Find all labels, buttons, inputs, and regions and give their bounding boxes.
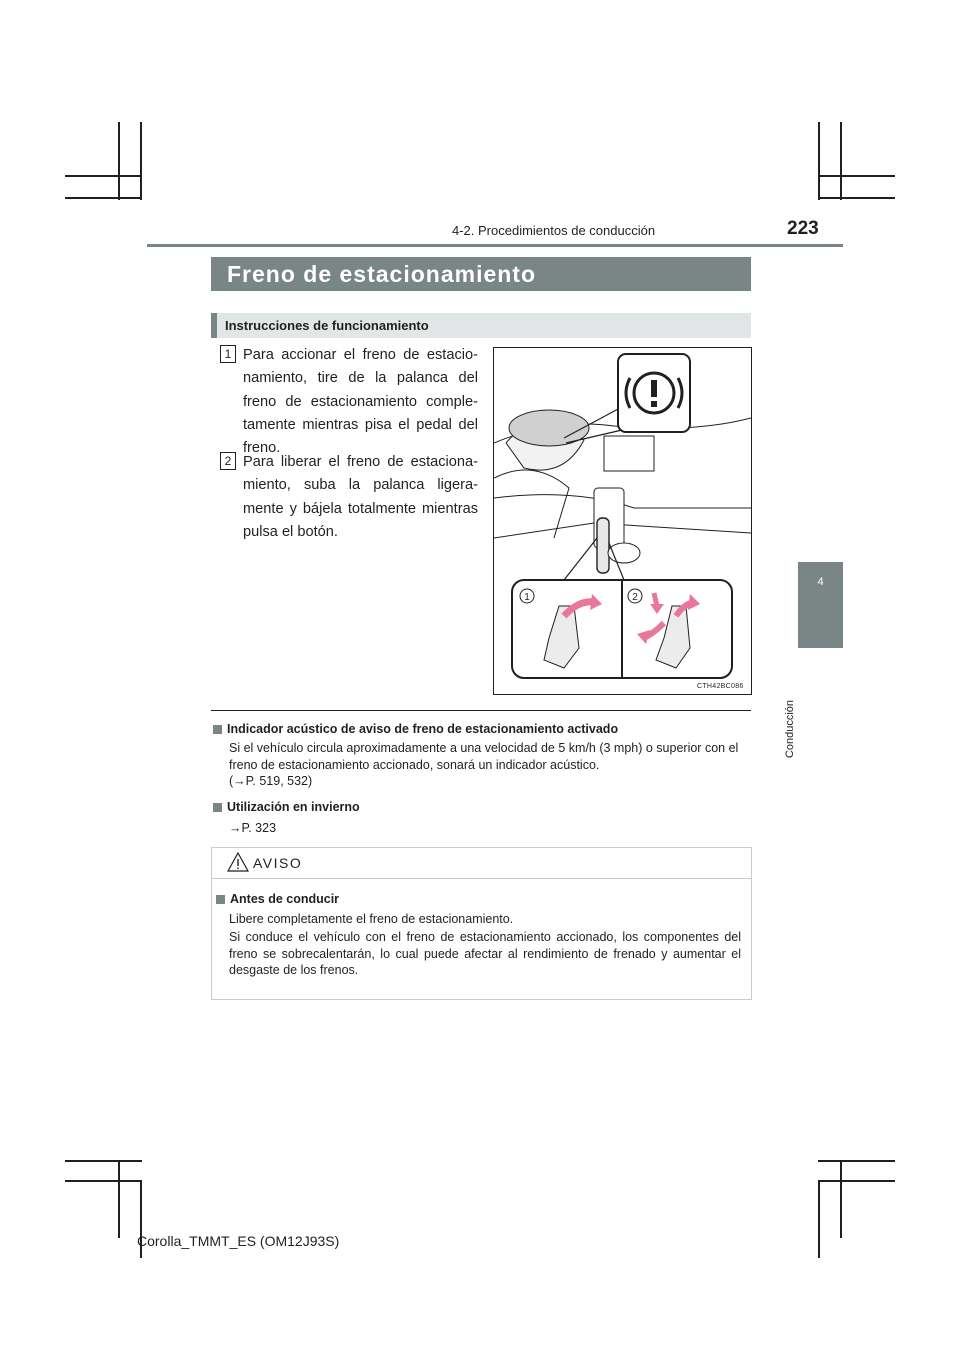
section-header: 4-2. Procedimientos de conducción bbox=[452, 223, 656, 238]
note-body: Si el vehículo circula aproximadamente a una velocidad de 5 km/h (3 mph) o superior con el freno de estacionamiento accionado, sonará un indicador acústico. bbox=[229, 741, 739, 772]
warning-triangle-icon bbox=[227, 852, 249, 877]
note-heading: Indicador acústico de aviso de freno de estacionamiento activado bbox=[227, 722, 619, 736]
warning-line: Libere completamente el freno de estacionamiento. bbox=[229, 912, 514, 926]
note-bullet-icon bbox=[213, 725, 222, 734]
header-rule bbox=[147, 244, 843, 247]
page-number: 223 bbox=[787, 218, 819, 239]
warning-bullet-icon bbox=[216, 895, 225, 904]
warning-separator bbox=[211, 878, 752, 879]
subsection-title: Instrucciones de funcionamiento bbox=[225, 318, 429, 333]
chapter-tab bbox=[798, 562, 843, 648]
chapter-number: 4 bbox=[817, 576, 824, 588]
step-text: Para accionar el freno de estacio-namiento, tire de la palanca del freno de estacionamiento comple-tamente mientras pisa el pedal del freno. bbox=[243, 347, 478, 457]
note-reference: (→P. 519, 532) bbox=[229, 774, 313, 788]
parking-brake-illustration bbox=[493, 347, 752, 695]
warning-title: AVISO bbox=[253, 855, 303, 871]
page-title: Freno de estacionamiento bbox=[227, 261, 537, 287]
figure-code: CTH42BC086 bbox=[697, 683, 744, 690]
step-number: 1 bbox=[220, 345, 236, 363]
step-number: 2 bbox=[220, 452, 236, 470]
document-footer: Corolla_TMMT_ES (OM12J93S) bbox=[137, 1233, 340, 1249]
warning-heading: Antes de conducir bbox=[230, 892, 340, 906]
callout-1: 1 bbox=[524, 592, 530, 603]
step-text: Para liberar el freno de estaciona-miento, suba la palanca ligera-mente y bájela totalmente mientras pulsa el botón. bbox=[243, 454, 478, 540]
note-bullet-icon bbox=[213, 803, 222, 812]
illustration-svg bbox=[494, 348, 751, 694]
note-reference: →P. 323 bbox=[229, 821, 277, 835]
subsection-marker bbox=[211, 313, 217, 338]
chapter-label: Conducción bbox=[784, 700, 796, 759]
warning-line: Si conduce el vehículo con el freno de estacionamiento accionado, los componentes del freno se sobrecalentarán, lo cual puede afectar al rendimiento de frenado y aumentar el desgaste de los frenos. bbox=[229, 930, 741, 977]
note-heading: Utilización en invierno bbox=[227, 800, 360, 814]
callout-2: 2 bbox=[632, 592, 638, 603]
section-divider bbox=[211, 710, 751, 711]
